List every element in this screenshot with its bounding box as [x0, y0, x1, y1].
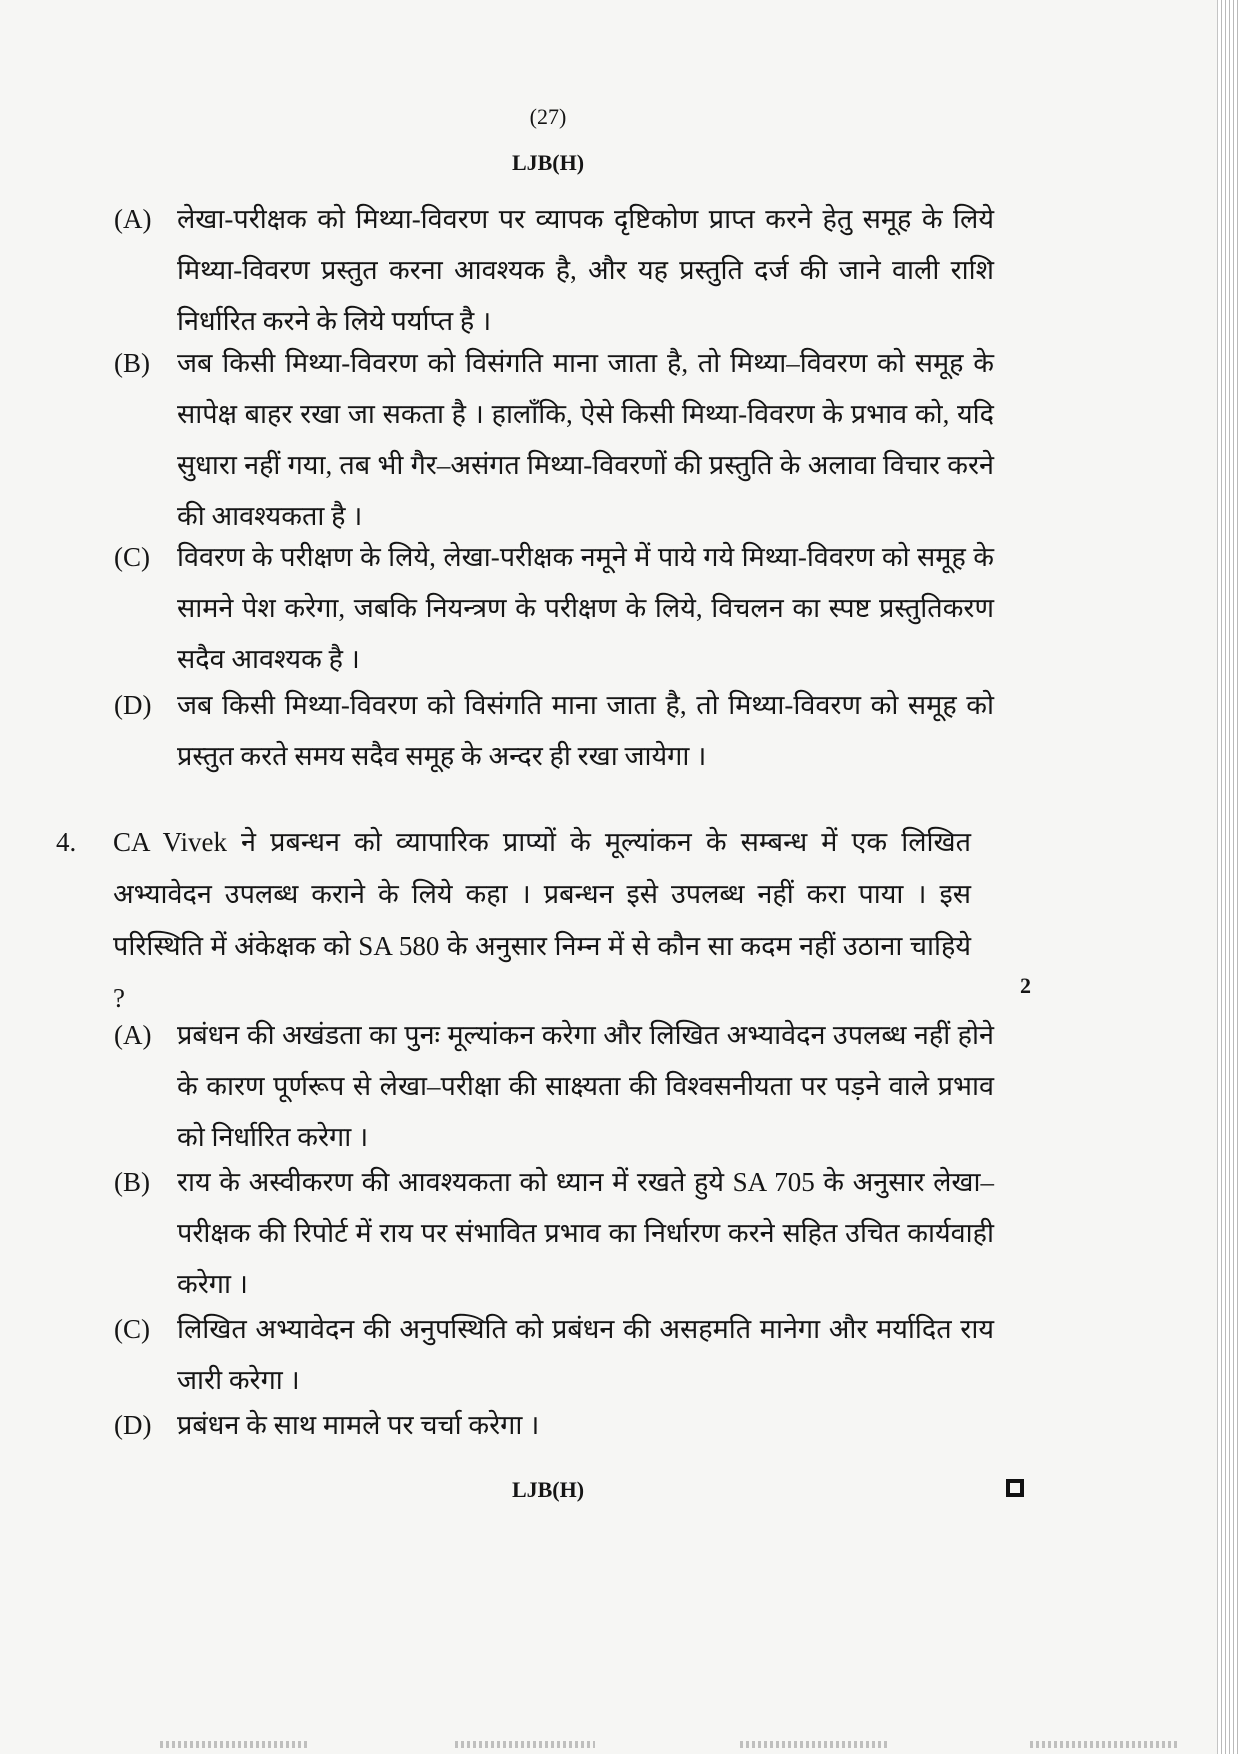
page-stack-edge [1217, 0, 1240, 1754]
question3-option-d [114, 680, 994, 782]
paper-code-footer: LJB(H) [511, 1477, 585, 1502]
option-text: प्रबंधन की अखंडता का पुनः मूल्यांकन करेगा और लिखित अभ्यावेदन उपलब्ध नहीं होने के कारण पूर्णरूप से लेखा–परीक्षा की साक्ष्यता की विश्वसनीयता पर पड़ने वाले प्रभाव को निर्धारित करेगा । [177, 1020, 994, 1152]
option-label: (B) [114, 1167, 150, 1197]
scan-smudge [740, 1741, 890, 1748]
option-text: राय के अस्वीकरण की आवश्यकता को ध्यान में रखते हुये SA 705 के अनुसार लेखा–परीक्षक की रिपोर्ट में राय पर संभावित प्रभाव का निर्धारण करने सहित उचित कार्यवाही करेगा । [177, 1167, 994, 1299]
question4-text: CA Vivek ने प्रबन्धन को व्यापारिक प्राप्यों के मूल्यांकन के सम्बन्ध में एक लिखित अभ्यावेदन उपलब्ध कराने के लिये कहा । प्रबन्धन इसे उपलब्ध नहीं करा पाया । इस परिस्थिति में अंकेक्षक को SA 580 के अनुसार निम्न में से कौन सा कदम नहीं उठाना चाहिये ? [113, 827, 971, 1013]
option-label: (C) [114, 1314, 150, 1344]
page-number: (27) [529, 104, 567, 129]
option-label: (C) [114, 542, 150, 572]
question4-number: 4. [56, 827, 77, 857]
option-text: लिखित अभ्यावेदन की अनुपस्थिति को प्रबंधन की असहमति मानेगा और मर्यादित राय जारी करेगा । [177, 1314, 994, 1395]
question4-marks: 2 [1020, 973, 1031, 998]
question4-option-b [114, 1157, 994, 1310]
question3-option-b [114, 338, 994, 542]
option-label: (A) [114, 1020, 152, 1050]
option-label: (D) [114, 1410, 152, 1440]
option-text: जब किसी मिथ्या-विवरण को विसंगति माना जाता है, तो मिथ्या–विवरण को समूह के सापेक्ष बाहर रखा जा सकता है । हालाँकि, ऐसे किसी मिथ्या-विवरण के प्रभाव को, यदि सुधारा नहीं गया, तब भी गैर–असंगत मिथ्या-विवरणों की प्रस्तुति के अलावा विचार करने की आवश्यकता है । [177, 348, 994, 531]
paper-code-header: LJB(H) [511, 150, 585, 175]
question4-option-c [114, 1304, 994, 1406]
question4-option-a [114, 1010, 994, 1163]
question3-option-a [114, 194, 994, 347]
option-text: प्रबंधन के साथ मामले पर चर्चा करेगा । [177, 1410, 540, 1440]
scan-smudge [455, 1741, 595, 1748]
option-text: विवरण के परीक्षण के लिये, लेखा-परीक्षक नमूने में पाये गये मिथ्या-विवरण को समूह के सामने पेश करेगा, जबकि नियन्त्रण के परीक्षण के लिये, विचलन का स्पष्ट प्रस्तुतिकरण सदैव आवश्यक है । [177, 542, 994, 674]
question4-option-d [114, 1400, 994, 1451]
option-text: जब किसी मिथ्या-विवरण को विसंगति माना जाता है, तो मिथ्या-विवरण को समूह को प्रस्तुत करते समय सदैव समूह के अन्दर ही रखा जायेगा । [177, 690, 994, 771]
option-label: (A) [114, 204, 152, 234]
scan-smudge [1030, 1741, 1180, 1748]
option-label: (D) [114, 690, 152, 720]
question3-option-c [114, 532, 994, 685]
scan-smudge [160, 1741, 310, 1748]
option-text: लेखा-परीक्षक को मिथ्या-विवरण पर व्यापक दृष्टिकोण प्राप्त करने हेतु समूह के लिये मिथ्या-विवरण प्रस्तुत करना आवश्यक है, और यह प्रस्तुति दर्ज की जाने वाली राशि निर्धारित करने के लिये पर्याप्त है । [177, 204, 994, 336]
square-icon [1006, 1479, 1024, 1497]
option-label: (B) [114, 348, 150, 378]
